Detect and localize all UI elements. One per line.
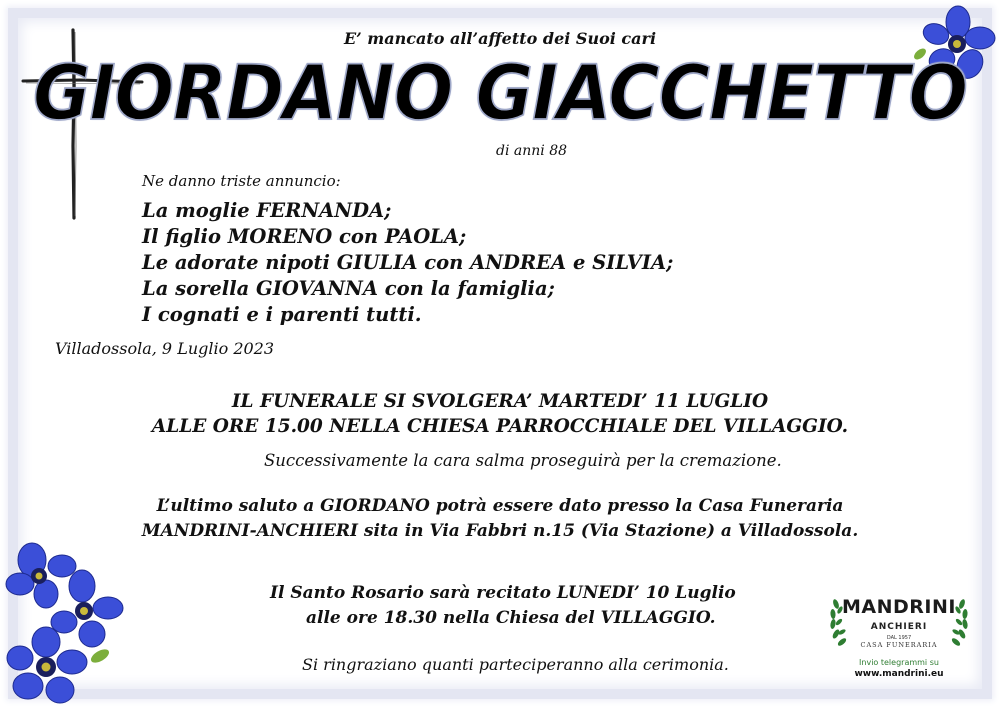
family-member-line: I cognati e i parenti tutti. [142,303,422,326]
logo-since: DAL 1957 [886,635,912,641]
gentian-flower-icon [2,536,128,706]
logo-type: CASA FUNERARIA [860,641,938,649]
rosary-line: alle ore 18.30 nella Chiesa del VILLAGGIO. [306,608,716,628]
deceased-name: GIORDANO GIACCHETTO [33,48,967,138]
rosary-line: Il Santo Rosario sarà recitato LUNEDI’ 10 Luglio [270,583,736,603]
logo-subtitle: ANCHIERI [870,622,928,632]
funeral-line: ALLE ORE 15.00 NELLA CHIESA PARROCCHIALE DEL VILLAGGIO. [151,416,849,437]
logo-url[interactable]: www.mandrini.eu [854,669,944,679]
funeral-info [0,389,1000,439]
intro-line: E’ mancato all’affetto dei Suoi cari [343,29,657,48]
place-date: Villadossola, 9 Luglio 2023 [55,339,275,358]
family-list [142,198,673,328]
family-member-line: La moglie FERNANDA; [142,199,392,222]
age-line: di anni 88 [496,143,568,159]
logo-brand: MANDRINI [842,596,956,618]
family-member-line: La sorella GIOVANNA con la famiglia; [142,277,555,300]
visit-line: MANDRINI-ANCHIERI sita in Via Fabbri n.15 (Via Stazione) a Villadossola. [141,521,859,541]
thanks-line: Si ringraziano quanti parteciperanno alla cerimonia. [302,655,729,674]
visit-info [0,494,1000,544]
rosary-info [270,581,736,631]
logo-telegram: Invio telegrammi su [859,658,939,667]
family-member-line: Le adorate nipoti GIULIA con ANDREA e SILVIA; [142,251,674,274]
visit-line: L’ultimo saluto a GIORDANO potrà essere dato presso la Casa Funeraria [156,496,844,516]
family-member-line: Il figlio MORENO con PAOLA; [142,225,467,248]
cremation-line: Successivamente la cara salma proseguirà per la cremazione. [264,451,782,470]
funeral-home-logo [826,590,972,685]
announce-line: Ne danno triste annuncio: [142,172,341,190]
funeral-line: IL FUNERALE SI SVOLGERA’ MARTEDI’ 11 LUGLIO [231,391,769,412]
